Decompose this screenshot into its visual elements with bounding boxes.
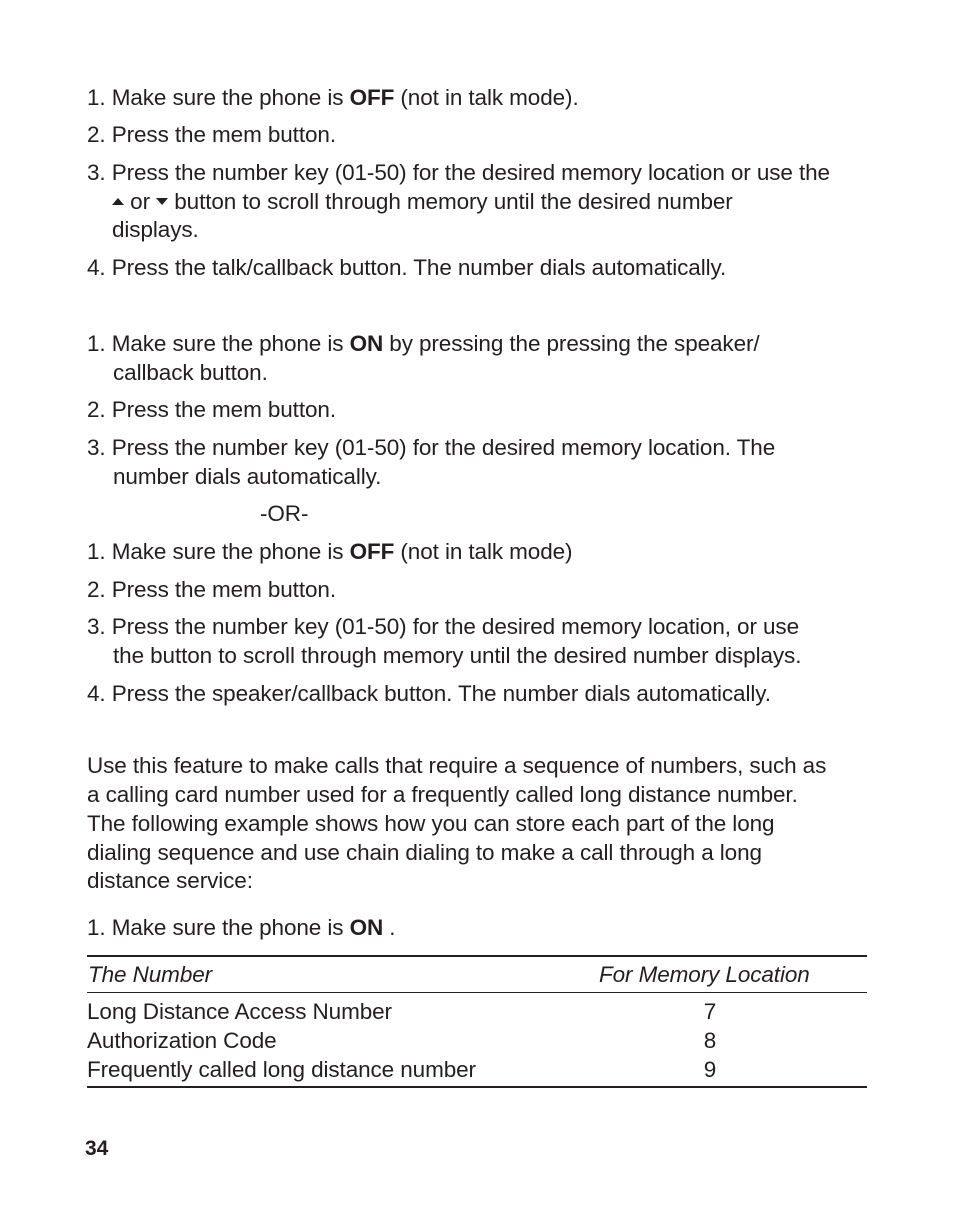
table-row-1-number: Long Distance Access Number <box>87 999 392 1024</box>
s1-step-3-cont2: displays. <box>112 217 199 242</box>
s2-step-1-cont: callback button. <box>113 360 268 385</box>
up-arrow-icon <box>112 198 124 205</box>
or-separator: -OR- <box>260 501 309 526</box>
table-row-3-location: 9 <box>703 1057 717 1082</box>
s2-step-3-cont: number dials automatically. <box>113 464 382 489</box>
s3-step-2: 2. Press the mem button. <box>87 577 336 602</box>
chain-para-line-2: a calling card number used for a frequently called long distance number. <box>87 782 798 807</box>
table-row-3-number: Frequently called long distance number <box>87 1057 476 1082</box>
table-row-2-number: Authorization Code <box>87 1028 277 1053</box>
table-header-rule <box>87 992 867 993</box>
table-header-number: The Number <box>88 962 213 987</box>
s1-step-4: 4. Press the talk/callback button. The number dials automatically. <box>87 255 727 280</box>
s2-step-1: 1. Make sure the phone is ON by pressing the pressing the speaker/ <box>87 331 760 356</box>
s3-step-3-cont: the button to scroll through memory until the desired number displays. <box>113 643 802 668</box>
s3-step-1: 1. Make sure the phone is OFF (not in talk mode) <box>87 539 573 564</box>
chain-step-1: 1. Make sure the phone is ON . <box>87 915 396 940</box>
page-number: 34 <box>85 1137 109 1160</box>
chain-para-line-3: The following example shows how you can store each part of the long <box>87 811 775 836</box>
s1-step-1: 1. Make sure the phone is OFF (not in talk mode). <box>87 85 579 110</box>
chain-para-line-5: distance service: <box>87 868 253 893</box>
s2-step-3: 3. Press the number key (01-50) for the desired memory location. The <box>87 435 776 460</box>
table-row-1-location: 7 <box>703 999 717 1024</box>
s3-step-4: 4. Press the speaker/callback button. The number dials automatically. <box>87 681 771 706</box>
table-header-location: For Memory Location <box>599 962 810 987</box>
down-arrow-icon <box>156 198 168 205</box>
s1-step-3-cont: or button to scroll through memory until the desired number <box>112 188 733 216</box>
s1-step-2: 2. Press the mem button. <box>87 122 336 147</box>
chain-para-line-1: Use this feature to make calls that require a sequence of numbers, such as <box>87 753 827 778</box>
s1-step-3: 3. Press the number key (01-50) for the desired memory location or use the <box>87 160 830 185</box>
table-top-rule <box>87 955 867 957</box>
chain-para-line-4: dialing sequence and use chain dialing to make a call through a long <box>87 840 762 865</box>
table-bottom-rule <box>87 1086 867 1088</box>
s3-step-3: 3. Press the number key (01-50) for the desired memory location, or use <box>87 614 799 639</box>
table-row-2-location: 8 <box>703 1028 717 1053</box>
s2-step-2: 2. Press the mem button. <box>87 397 336 422</box>
